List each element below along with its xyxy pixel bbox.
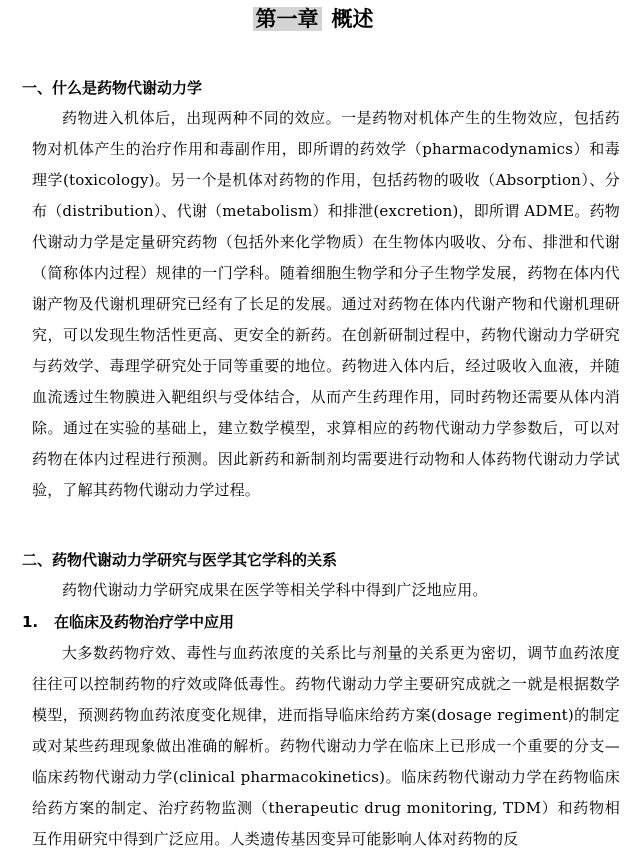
section-2-heading: 二、药物代谢动力学研究与医学其它学科的关系	[22, 551, 338, 569]
subsection-1-heading	[22, 610, 234, 634]
subsection-1-title: 在临床及药物治疗学中应用	[54, 613, 235, 631]
subsection-1-paragraph: 大多数药物疗效、毒性与血药浓度的关系比与剂量的关系更为密切，调节血药浓度往往可以控制药物的疗效或降低毒性。药物代谢动力学主要研究成就之一就是根据数学模型，预测药物血药浓度变化规律，进而指导临床给药方案(dosage regiment)的制定或对某些药理现象做出准确的解析。药物代谢动力学在临床上已形成一个重要的分支—临床药物代谢动力学(clinical pharmacokinetics)。临床药物代谢动力学在药物临床给药方案的制定、治疗药物监测（therapeutic drug monitoring, TDM）和药物相互作用研究中得到广泛应用。人类遗传基因变异可能影响人体对药物的反	[32, 644, 620, 848]
section-2-intro: 药物代谢动力学研究成果在医学等相关学科中得到广泛地应用。	[62, 581, 488, 599]
section-1-heading: 一、什么是药物代谢动力学	[22, 79, 203, 97]
section-1-paragraph: 药物进入机体后，出现两种不同的效应。一是药物对机体产生的生物效应，包括药物对机体产生的治疗作用和毒副作用，即所谓的药效学（pharmacodynamics）和毒理学(toxicology)。另一个是机体对药物的作用，包括药物的吸收（Absorption）、分布（distribution）、代谢（metabolism）和排泄(excretion)，即所谓 ADME。药物代谢动力学是定量研究药物（包括外来化学物质）在生物体内吸收、分布、排泄和代谢（简称体内过程）规律的一门学科。随着细胞生物学和分子生物学发展，药物在体内代谢产物及代谢机理研究已经有了长足的发展。通过对药物在体内代谢产物和代谢机理研究，可以发现生物活性更高、更安全的新药。在创新研制过程中，药物代谢动力学研究与药效学、毒理学研究处于同等重要的地位。药物进入体内后，经过吸收入血液，并随血流透过生物膜进入靶组织与受体结合，从而产生药理作用，同时药物还需要从体内消除。通过在实验的基础上，建立数学模型，求算相应的药物代谢动力学参数后，可以对药物在体内过程进行预测。因此新药和新制剂均需要进行动物和人体药物代谢动力学试验，了解其药物代谢动力学过程。	[32, 109, 620, 499]
chapter-title	[0, 4, 626, 34]
chapter-title-text: 概述	[331, 7, 374, 31]
chapter-number: 第一章	[253, 7, 322, 31]
subsection-1-number: 1.	[22, 613, 39, 631]
